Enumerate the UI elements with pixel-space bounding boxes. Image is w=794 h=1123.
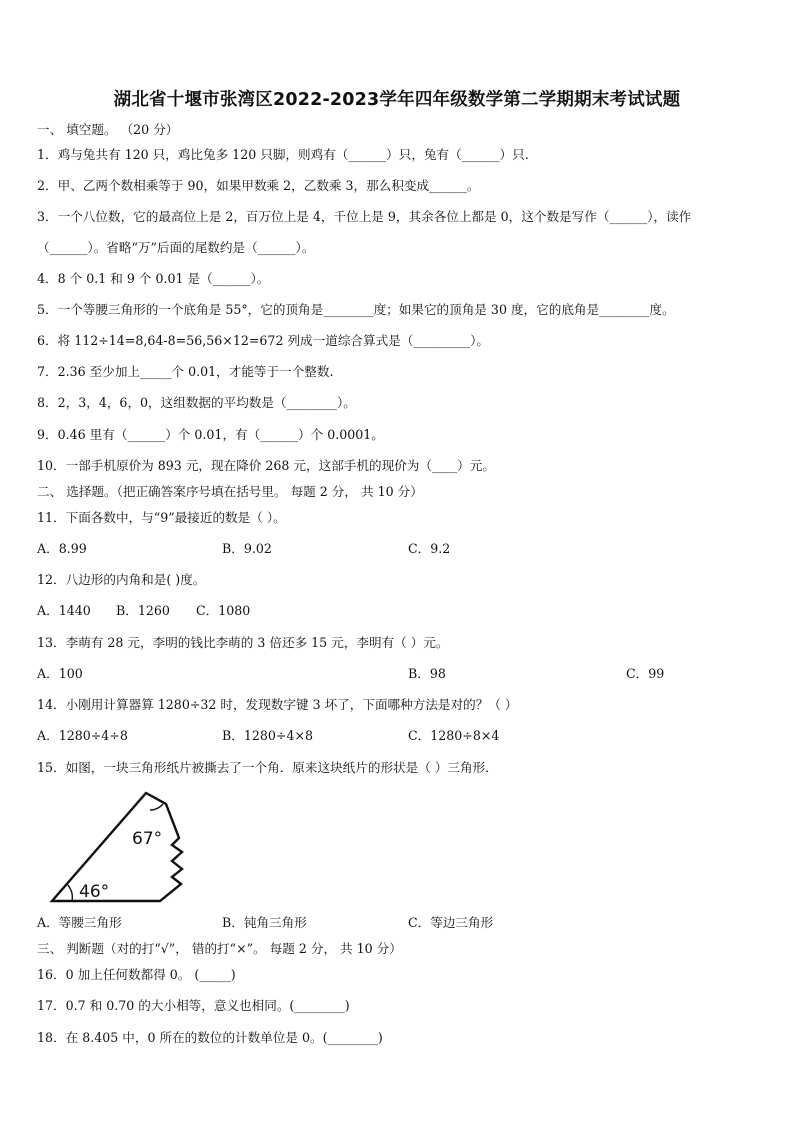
question-6: 6．将 112÷14=8,64-8=56,56×12=672 列成一道综合算式是（_________）。 [37, 333, 489, 348]
bottom-angle-arc [67, 884, 72, 901]
angle-label-46: 46° [79, 882, 110, 902]
q13-option-b: B．98 [408, 666, 446, 681]
question-14: 14．小刚用计算器算 1280÷32 时，发现数字键 3 坏了，下面哪种方法是对的？（ ） [37, 697, 518, 712]
top-angle-arc [150, 804, 163, 810]
q11-option-a: A．8.99 [37, 541, 87, 556]
q11-option-b: B．9.02 [222, 541, 272, 556]
section-2-heading: 二、 选择题。（把正确答案序号填在括号里。 每题 2 分， 共 10 分） [37, 484, 423, 499]
question-2: 2．甲、乙两个数相乘等于 90，如果甲数乘 2，乙数乘 3，那么积变成______。 [37, 178, 480, 193]
q13-option-a: A．100 [37, 666, 83, 681]
question-4: 4．8 个 0.1 和 9 个 0.01 是（______）。 [37, 271, 270, 286]
q15-option-b: B．钝角三角形 [222, 915, 307, 930]
question-11: 11．下面各数中，与“9”最接近的数是（ ）。 [37, 510, 286, 525]
q13-option-c: C．99 [626, 666, 665, 681]
section-3-heading: 三、 判断题（对的打“√”， 错的打“×”。 每题 2 分， 共 10 分） [37, 941, 402, 956]
torn-triangle-figure [48, 788, 188, 906]
question-7: 7．2.36 至少加上_____个 0.01，才能等于一个整数. [37, 364, 334, 379]
section-1-heading: 一、 填空题。 （20 分） [37, 122, 179, 137]
question-9: 9．0.46 里有（______）个 0.01，有（______）个 0.0001。 [37, 427, 384, 442]
question-17: 17．0.7 和 0.70 的大小相等，意义也相同。(________) [37, 998, 350, 1013]
question-12: 12．八边形的内角和是( )度。 [37, 572, 206, 587]
question-15: 15．如图，一块三角形纸片被撕去了一个角．原来这块纸片的形状是（ ）三角形． [37, 760, 498, 775]
question-10: 10．一部手机原价为 893 元，现在降价 268 元，这部手机的现价为（____）元。 [37, 458, 495, 473]
question-5: 5．一个等腰三角形的一个底角是 55°，它的顶角是________度；如果它的顶角是 30 度，它的底角是________度。 [37, 302, 675, 317]
q15-option-a: A．等腰三角形 [37, 915, 122, 930]
question-3-line-1: 3．一个八位数，它的最高位上是 2，百万位上是 4，千位上是 9，其余各位上都是 0，这个数是写作（______），读作 [37, 209, 692, 224]
q12-option-c: C．1080 [196, 603, 251, 618]
question-1: 1．鸡与兔共有 120 只，鸡比兔多 120 只脚，则鸡有（______）只，兔有（______）只. [37, 147, 529, 162]
question-13: 13．李萌有 28 元，李明的钱比李萌的 3 倍还多 15 元，李明有（ ）元。 [37, 635, 449, 650]
torn-triangle-outline [52, 793, 182, 901]
q14-option-b: B．1280÷4×8 [222, 728, 314, 743]
question-16: 16．0 加上任何数都得 0。 (_____) [37, 967, 236, 982]
question-8: 8．2，3，4，6，0，这组数据的平均数是（________）。 [37, 395, 356, 410]
q12-option-a: A．1440 [37, 603, 91, 618]
angle-label-67: 67° [132, 829, 163, 849]
q12-option-b: B．1260 [116, 603, 170, 618]
q15-option-c: C．等边三角形 [408, 915, 494, 930]
q14-option-c: C．1280÷8×4 [408, 728, 500, 743]
question-3-line-2: （______）。省略“万”后面的尾数约是（______）。 [37, 240, 315, 255]
q11-option-c: C．9.2 [408, 541, 451, 556]
question-18: 18．在 8.405 中，0 所在的数位的计数单位是 0。(________) [37, 1030, 383, 1045]
page-title: 湖北省十堰市张湾区2022-2023学年四年级数学第二学期期末考试试题 [113, 90, 681, 110]
q14-option-a: A．1280÷4÷8 [37, 728, 128, 743]
